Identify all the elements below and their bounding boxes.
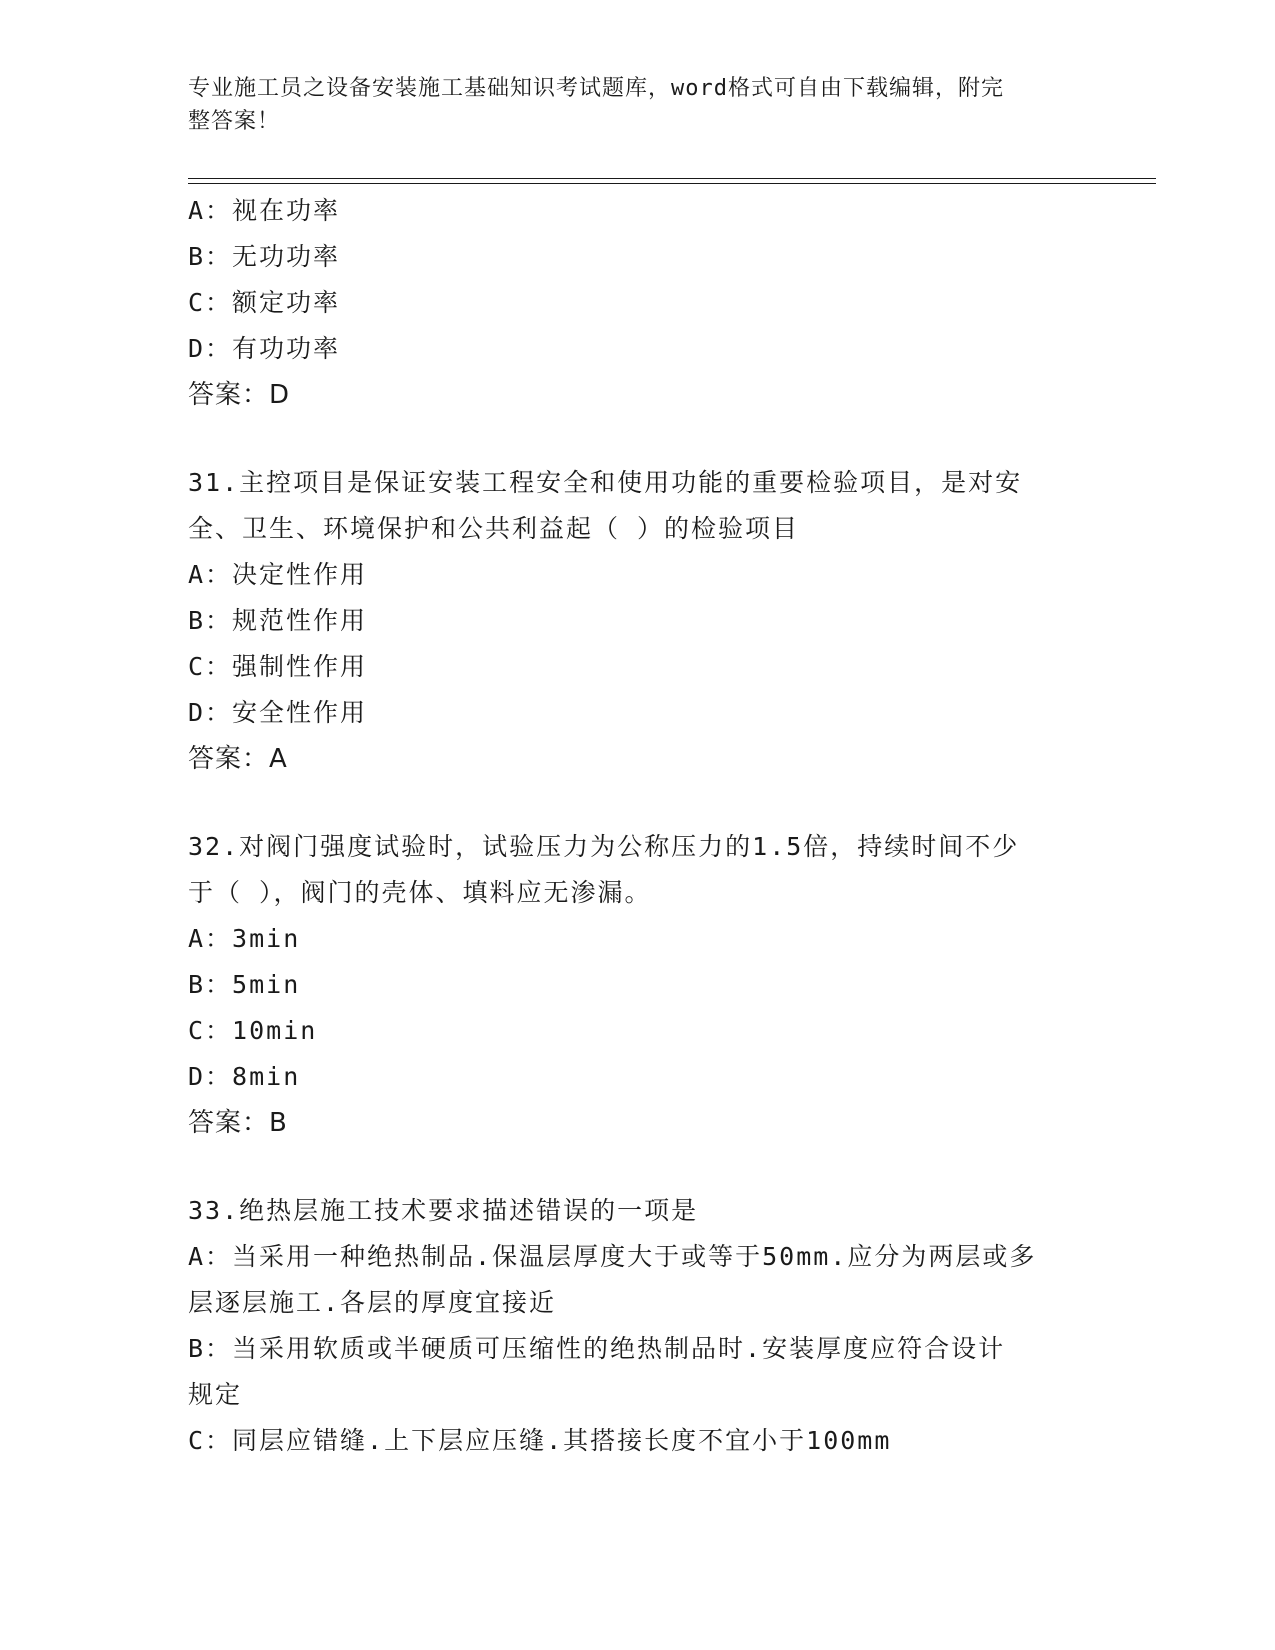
option-c: C：强制性作用: [188, 652, 368, 681]
header-divider-top: [188, 178, 1156, 179]
option-d: D：安全性作用: [188, 698, 368, 727]
option-b-line-1: B：当采用软质或半硬质可压缩性的绝热制品时.安装厚度应符合设计: [188, 1334, 1006, 1363]
question-stem-line-1: 33.绝热层施工技术要求描述错误的一项是: [188, 1196, 699, 1225]
option-b: B：无功功率: [188, 242, 341, 271]
header-divider-bottom: [188, 183, 1156, 184]
option-b: B：规范性作用: [188, 606, 368, 635]
question-31: [188, 460, 1088, 782]
answer-label: 答案：B: [188, 1108, 288, 1138]
option-d: D：有功功率: [188, 334, 341, 363]
question-stem-line-1: 31.主控项目是保证安装工程安全和使用功能的重要检验项目，是对安: [188, 468, 1023, 497]
option-c: C：额定功率: [188, 288, 341, 317]
question-stem-line-2: 全、卫生、环境保护和公共利益起（ ）的检验项目: [188, 514, 800, 543]
option-a-line-2: 层逐层施工.各层的厚度宜接近: [188, 1288, 557, 1317]
option-a: A：视在功率: [188, 196, 341, 225]
question-stem-line-1: 32.对阀门强度试验时，试验压力为公称压力的1.5倍，持续时间不少: [188, 832, 1020, 861]
document-header: [188, 72, 1068, 138]
option-b: B：5min: [188, 970, 301, 999]
option-a: A：3min: [188, 924, 301, 953]
option-c: C：10min: [188, 1016, 318, 1045]
answer-label: 答案：D: [188, 380, 291, 410]
question-32: [188, 824, 1088, 1146]
header-title-line-1: 专业施工员之设备安装施工基础知识考试题库，word格式可自由下载编辑，附完: [188, 76, 1004, 101]
option-a: A：决定性作用: [188, 560, 368, 589]
question-stem-line-2: 于（ ），阀门的壳体、填料应无渗漏。: [188, 878, 652, 907]
answer-label: 答案：A: [188, 744, 288, 774]
option-c-line-1: C：同层应错缝.上下层应压缝.其搭接长度不宜小于100mm: [188, 1426, 892, 1455]
option-b-line-2: 规定: [188, 1380, 243, 1409]
question-30: [188, 188, 1088, 418]
question-33: [188, 1188, 1088, 1464]
question-list: [188, 188, 1088, 1464]
option-a-line-1: A：当采用一种绝热制品.保温层厚度大于或等于50mm.应分为两层或多: [188, 1242, 1037, 1271]
header-title-line-2: 整答案！: [188, 109, 281, 134]
option-d: D：8min: [188, 1062, 301, 1091]
